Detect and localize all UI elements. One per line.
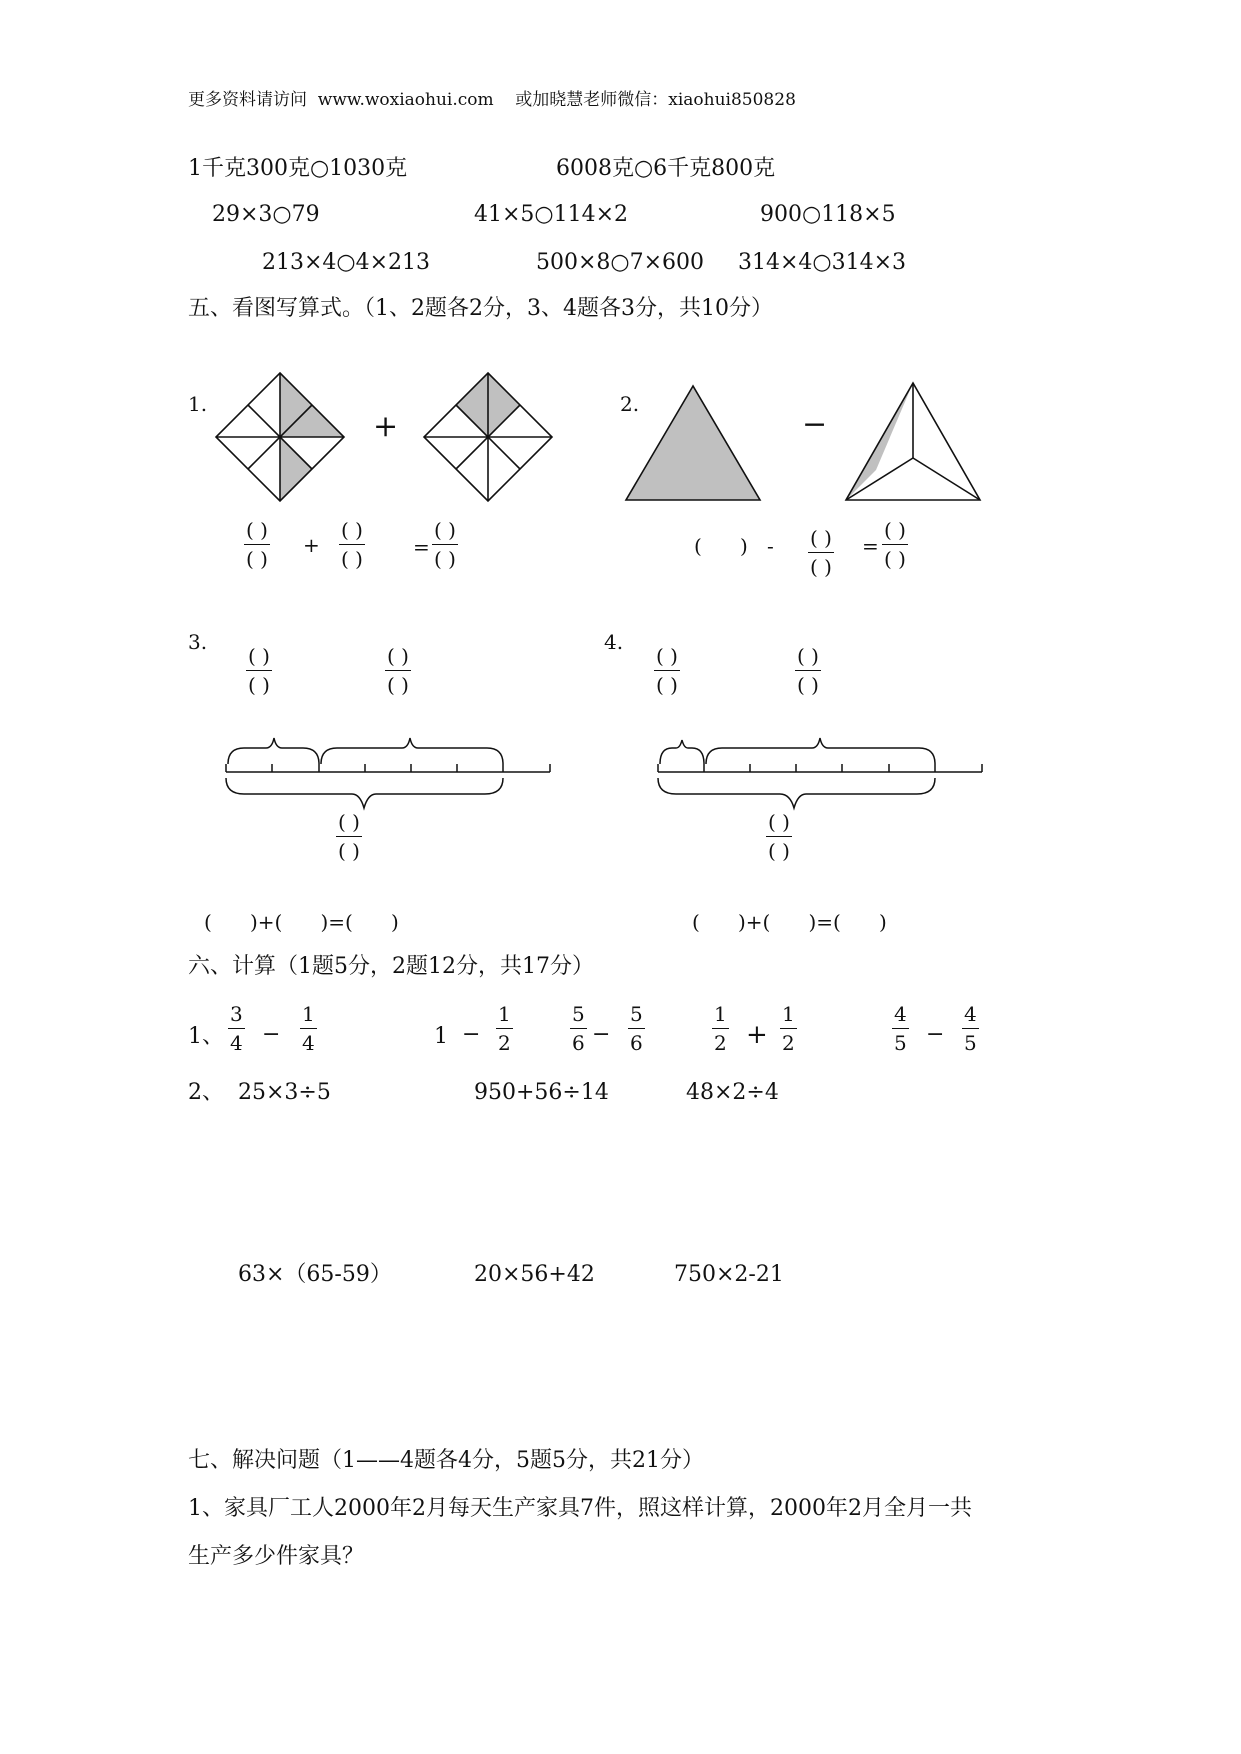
compare-item: 213×4○4×213 [262,250,431,275]
minus-sign: − [802,407,828,442]
operator: − [262,1022,281,1047]
q3-label: 3. [188,630,208,654]
fraction-blank[interactable]: ( ) ( ) [387,644,409,697]
fraction-blank[interactable]: ( ) ( ) [248,644,270,697]
answer-blank[interactable]: ( ) [694,534,748,558]
operator: − [462,1022,481,1047]
fraction-blank[interactable]: ( ) ( ) [656,644,678,697]
fraction-blank[interactable]: ( ) ( ) [341,518,363,571]
operator: + [746,1020,768,1050]
fraction-blank[interactable]: ( ) ( ) [246,518,268,571]
triangle-divided [846,383,980,500]
compare-item: 29×3○79 [212,202,320,227]
fraction: 1 2 [498,1002,511,1055]
fraction: 1 2 [782,1002,795,1055]
fraction-blank[interactable]: ( ) ( ) [338,810,360,863]
page-header: 更多资料请访问 www.woxiaohui.com 或加晓慧老师微信：xiaohui850828 [188,90,796,110]
fraction-blank[interactable]: ( ) ( ) [797,644,819,697]
operator: − [592,1022,611,1047]
fraction: 1 2 [714,1002,727,1055]
section5-title: 五、看图写算式。（1、2题各2分，3、4题各3分，共10分） [188,296,773,321]
fraction: 4 5 [894,1002,907,1055]
q4-label: 4. [604,630,624,654]
compare-item: 500×8○7×600 [536,250,705,275]
number-line-3 [226,738,550,808]
calc-item: 950+56÷14 [474,1080,609,1105]
fraction: 4 5 [964,1002,977,1055]
calc-item: 20×56+42 [474,1262,595,1287]
q2-label: 2. [620,392,640,416]
calc-item: 25×3÷5 [238,1080,331,1105]
eq-minus: - [767,534,774,558]
q1-label: 1. [188,392,208,416]
section7-title: 七、解决问题（1——4题各4分，5题5分，共21分） [188,1448,704,1473]
fraction-blank[interactable]: ( ) ( ) [434,518,456,571]
section6-title: 六、计算（1题5分，2题12分，共17分） [188,954,594,979]
fraction-blank[interactable]: ( ) ( ) [884,518,906,571]
fraction: 5 6 [572,1002,585,1055]
eq-plus: + [303,533,320,557]
compare-item: 41×5○114×2 [474,202,629,227]
compare-item: 314×4○314×3 [738,250,907,275]
fraction: 1 4 [302,1002,315,1055]
fraction: 5 6 [630,1002,643,1055]
calc-item: 63×（65-59） [238,1262,392,1287]
problem-text: 1、家具厂工人2000年2月每天生产家具7件，照这样计算，2000年2月全月一共 [188,1496,972,1521]
diamond-right-shade [456,373,488,437]
calc-item: 48×2÷4 [686,1080,779,1105]
fraction-blank[interactable]: ( ) ( ) [810,526,832,579]
whole-number: 1 [434,1024,448,1049]
eq-equals: = [862,534,879,558]
q2-label: 2、 [188,1080,224,1105]
diamond-left-shade-2 [280,437,312,501]
sum-equation[interactable]: ( )+( )=( ) [204,910,399,934]
compare-item: 6008克○6千克800克 [556,156,776,181]
diamond-left [216,373,344,501]
triangle-full-shaded [626,386,760,500]
q1-label: 1、 [188,1024,224,1049]
plus-sign: + [373,409,399,444]
sum-equation[interactable]: ( )+( )=( ) [692,910,887,934]
problem-text: 生产多少件家具？ [188,1544,365,1569]
compare-item: 900○118×5 [760,202,896,227]
fraction-blank[interactable]: ( ) ( ) [768,810,790,863]
diamond-right-shade-2 [488,373,520,437]
compare-item: 1千克300克○1030克 [188,156,408,181]
number-line-4 [658,738,982,808]
diamond-right [424,373,552,501]
operator: − [926,1022,945,1047]
eq-equals: = [413,535,430,559]
calc-item: 750×2-21 [674,1262,784,1287]
fraction: 3 4 [230,1002,243,1055]
